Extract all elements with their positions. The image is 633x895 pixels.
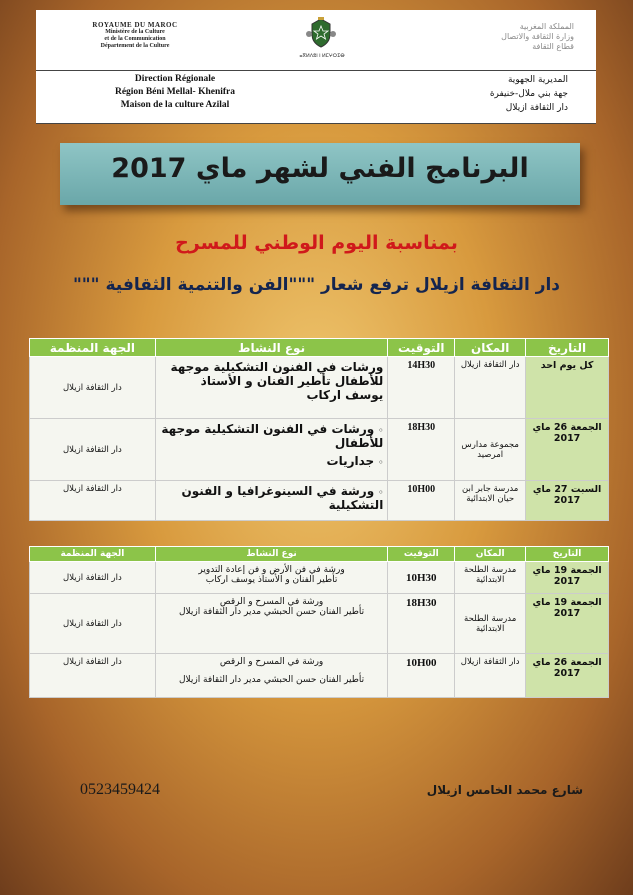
activity-line	[160, 422, 384, 450]
col-activity: نوع النشاط	[155, 339, 388, 357]
col-date: التاريخ	[526, 339, 609, 357]
col-organizer: الجهة المنظمة	[30, 547, 156, 562]
fr-line: Département de la Culture	[100, 43, 170, 49]
table-row	[30, 481, 609, 521]
letterhead	[36, 10, 596, 70]
col-activity: نوع النشاط	[155, 547, 387, 562]
ar-line: جهة بني ملال-خنيفرة	[489, 89, 568, 99]
cell-date: الجمعة 19 ماي 2017	[526, 594, 609, 654]
col-organizer: الجهة المنظمة	[30, 339, 156, 357]
cell-organizer: دار الثقافة ازيلال	[30, 562, 156, 594]
slogan-subtitle: دار الثقافة ازيلال ترفع شعار """الفن والتنمية الثقافية """	[72, 275, 561, 295]
cell-date: كل يوم احد	[526, 357, 609, 419]
cell-organizer: دار الثقافة ازيلال	[30, 654, 156, 698]
cell-time: 10H30	[388, 562, 455, 594]
occasion-subtitle: بمناسبة اليوم الوطني للمسرح	[175, 232, 458, 254]
cell-place: دار الثقافة ازيلال	[455, 357, 526, 419]
table-row	[30, 654, 609, 698]
cell-activity	[155, 594, 387, 654]
cell-time: 10H00	[388, 481, 455, 521]
col-place: المكان	[455, 339, 526, 357]
activity-text: ورشة في السينوغرافيا و الفنون التشكيلية	[181, 484, 384, 512]
ministry-french-heading	[60, 22, 210, 50]
fr-line: ROYAUME DU MAROC	[92, 21, 178, 29]
cell-time: 18H30	[388, 594, 455, 654]
table-row	[30, 562, 609, 594]
program-table-1	[29, 338, 609, 521]
cell-activity	[155, 562, 387, 594]
cell-activity	[155, 654, 387, 698]
regional-header	[36, 70, 596, 124]
emblem-caption: ⴰⴳⵍⴷⵓⵏ ⵏ ⵍⵎⵖⵔⵉⴱ	[299, 53, 345, 59]
cell-date: الجمعة 26 ماي 2017	[526, 654, 609, 698]
activity-text: جداريات	[326, 454, 375, 468]
cell-place: مجموعة مدارس امرصيد	[455, 419, 526, 481]
address: شارع محمد الخامس ازيلال	[426, 783, 583, 797]
activity-text: تأطير الفنان حسن الحبشي مدير دار الثقافة ازيلال	[178, 675, 365, 685]
cell-time: 18H30	[388, 419, 455, 481]
fr-line: Direction Régionale	[134, 74, 216, 84]
activity-line	[160, 454, 384, 468]
bullet-icon: ◦	[378, 426, 384, 435]
activity-text: ورشات في الفنون التشكيلية موجهة للأطفال	[161, 422, 384, 450]
ministry-arabic-heading	[444, 22, 574, 52]
program-table-2	[29, 546, 609, 698]
table-header-row	[30, 339, 609, 357]
fr-line: Ministère de la Culture	[105, 29, 165, 35]
title-banner	[60, 143, 580, 205]
coat-of-arms-icon	[304, 16, 338, 50]
activity-text: ورشة في فن الأرض و فن إعادة التدوير	[198, 565, 345, 575]
cell-date: السبت 27 ماي 2017	[526, 481, 609, 521]
cell-organizer: دار الثقافة ازيلال	[30, 357, 156, 419]
cell-date: الجمعة 19 ماي 2017	[526, 562, 609, 594]
bullet-icon: ◦	[378, 458, 384, 467]
cell-activity	[155, 419, 388, 481]
ar-line: دار الثقافة ازيلال	[505, 103, 568, 113]
col-date: التاريخ	[526, 547, 609, 562]
col-time: التوقيت	[388, 339, 455, 357]
regional-arabic	[388, 73, 568, 115]
cell-time: 10H00	[388, 654, 455, 698]
table-row	[30, 594, 609, 654]
cell-time: 14H30	[388, 357, 455, 419]
cell-activity: ورشات في الفنون التشكيلية موجهة للأطفال تأطير الفنان و الأستاذ يوسف اركاب	[155, 357, 388, 419]
activity-text: تأطير الفنان و الأستاذ يوسف اركاب	[205, 575, 338, 585]
table-row	[30, 357, 609, 419]
cell-activity	[155, 481, 388, 521]
ar-line: وزارة الثقافة والاتصال	[501, 32, 574, 41]
page-title: البرنامج الفني لشهر ماي 2017	[111, 153, 529, 184]
ar-line: المملكة المغربية	[519, 22, 574, 31]
table-header-row	[30, 547, 609, 562]
cell-organizer: دار الثقافة ازيلال	[30, 419, 156, 481]
cell-place: دار الثقافة ازيلال	[455, 654, 526, 698]
fr-line: Région Béni Mellal- Khenifra	[114, 87, 236, 97]
ar-line: قطاع الثقافة	[532, 42, 574, 51]
activity-text: ورشة في المسرح و الرقص	[219, 657, 324, 667]
activity-text: تأطير الفنان حسن الحبشي مدير دار الثقافة ازيلال	[178, 607, 365, 617]
cell-place: مدرسة جابر ابن حيان الابتدائية	[455, 481, 526, 521]
fr-line: Maison de la culture Azilal	[120, 100, 230, 110]
cell-organizer: دار الثقافة ازيلال	[30, 594, 156, 654]
ar-line: المديرية الجهوية	[507, 75, 568, 85]
cell-date: الجمعة 26 ماي 2017	[526, 419, 609, 481]
phone-number: 0523459424	[80, 781, 160, 798]
cell-organizer: دار الثقافة ازيلال	[30, 481, 156, 521]
col-time: التوقيت	[388, 547, 455, 562]
bullet-icon: ◦	[378, 488, 384, 497]
fr-line: et de la Communication	[104, 36, 166, 42]
table-row	[30, 419, 609, 481]
regional-french	[80, 73, 270, 112]
col-place: المكان	[455, 547, 526, 562]
activity-text: ورشة في المسرح و الرقص	[219, 597, 324, 607]
cell-place: مدرسة الطلحة الابتدائية	[455, 562, 526, 594]
cell-place: مدرسة الطلحة الابتدائية	[455, 594, 526, 654]
